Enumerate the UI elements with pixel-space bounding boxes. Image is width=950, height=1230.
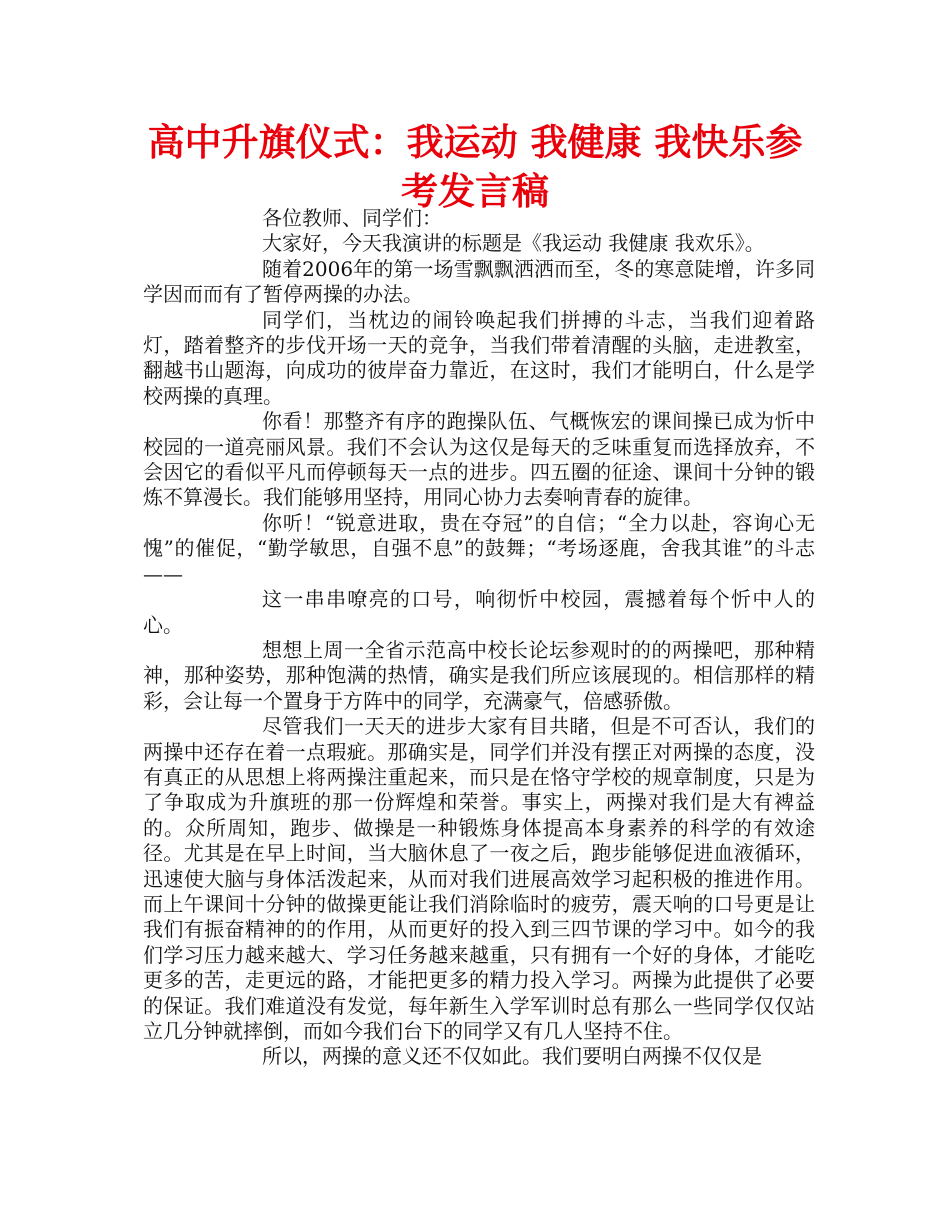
paragraph: 你听！“锐意进取，贵在夺冠”的自信；“全力以赴，容询心无愧”的催促，“勤学敏思，自强不息”的鼓舞；“考场逐鹿，舍我其谁”的斗志—— — [143, 510, 815, 586]
paragraph: 同学们，当枕边的闹铃唤起我们拼搏的斗志，当我们迎着路灯，踏着整齐的步伐开场一天的竞争，当我们带着清醒的头脑，走进教室，翻越书山题海，向成功的彼岸奋力靠近，在这时，我们才能明白，什么是学校两操的真理。 — [143, 307, 815, 408]
paragraph: 尽管我们一天天的进步大家有目共睹，但是不可否认，我们的两操中还存在着一点瑕疵。那确实是，同学们并没有摆正对两操的态度，没有真正的从思想上将两操注重起来，而只是在恪守学校的规章制度，只是为了争取成为升旗班的那一份辉煌和荣誉。事实上，两操对我们是大有裨益的。众所周知，跑步、做操是一种锻炼身体提高本身素养的科学的有效途径。尤其是在早上时间，当大脑休息了一夜之后，跑步能够促进血液循环，迅速使大脑与身体活泼起来，从而对我们进展高效学习起积极的推进作用。而上午课间十分钟的做操更能让我们消除临时的疲劳，震天响的口号更是让我们有振奋精神的的作用，从而更好的投入到三四节课的学习中。如今的我们学习压力越来越大、学习任务越来越重，只有拥有一个好的身体，才能吃更多的苦，走更远的路，才能把更多的精力投入学习。两操为此提供了必要的保证。我们难道没有发觉，每年新生入学军训时总有那么一些同学仅仅站立几分钟就摔倒，而如今我们台下的同学又有几人坚持不住。 — [143, 714, 815, 1043]
paragraph: 所以，两操的意义还不仅如此。我们要明白两操不仅仅是 — [262, 1044, 762, 1069]
paragraph-opening: 大家好，今天我演讲的标题是《我运动 我健康 我欢乐》。 — [262, 231, 765, 256]
paragraph: 这一串串嘹亮的口号，响彻忻中校园，震撼着每个忻中人的心。 — [143, 587, 815, 637]
paragraph: 想想上周一全省示范高中校长论坛参观时的的两操吧，那种精神，那种姿势，那种饱满的热情，确实是我们所应该展现的。相信那样的精彩，会让每一个置身于方阵中的同学，充满豪气，倍感骄傲。 — [143, 637, 815, 713]
document-body — [143, 206, 815, 1070]
paragraph: 你看！那整齐有序的跑操队伍、气概恢宏的课间操已成为忻中校园的一道亮丽风景。我们不会认为这仅是每天的乏味重复而选择放弃，不会因它的看似平凡而停顿每天一点的进步。四五圈的征途、课间十分钟的锻炼不算漫长。我们能够用坚持，用同心协力去奏响青春的旋律。 — [143, 409, 815, 510]
paragraph: 随着2006年的第一场雪飘飘洒洒而至，冬的寒意陡增，许多同学因而而有了暂停两操的办法。 — [143, 256, 815, 307]
paragraph-greeting: 各位教师、同学们： — [262, 206, 442, 230]
document-title: 高中升旗仪式：我运动 我健康 我快乐参考发言稿 — [147, 121, 803, 213]
